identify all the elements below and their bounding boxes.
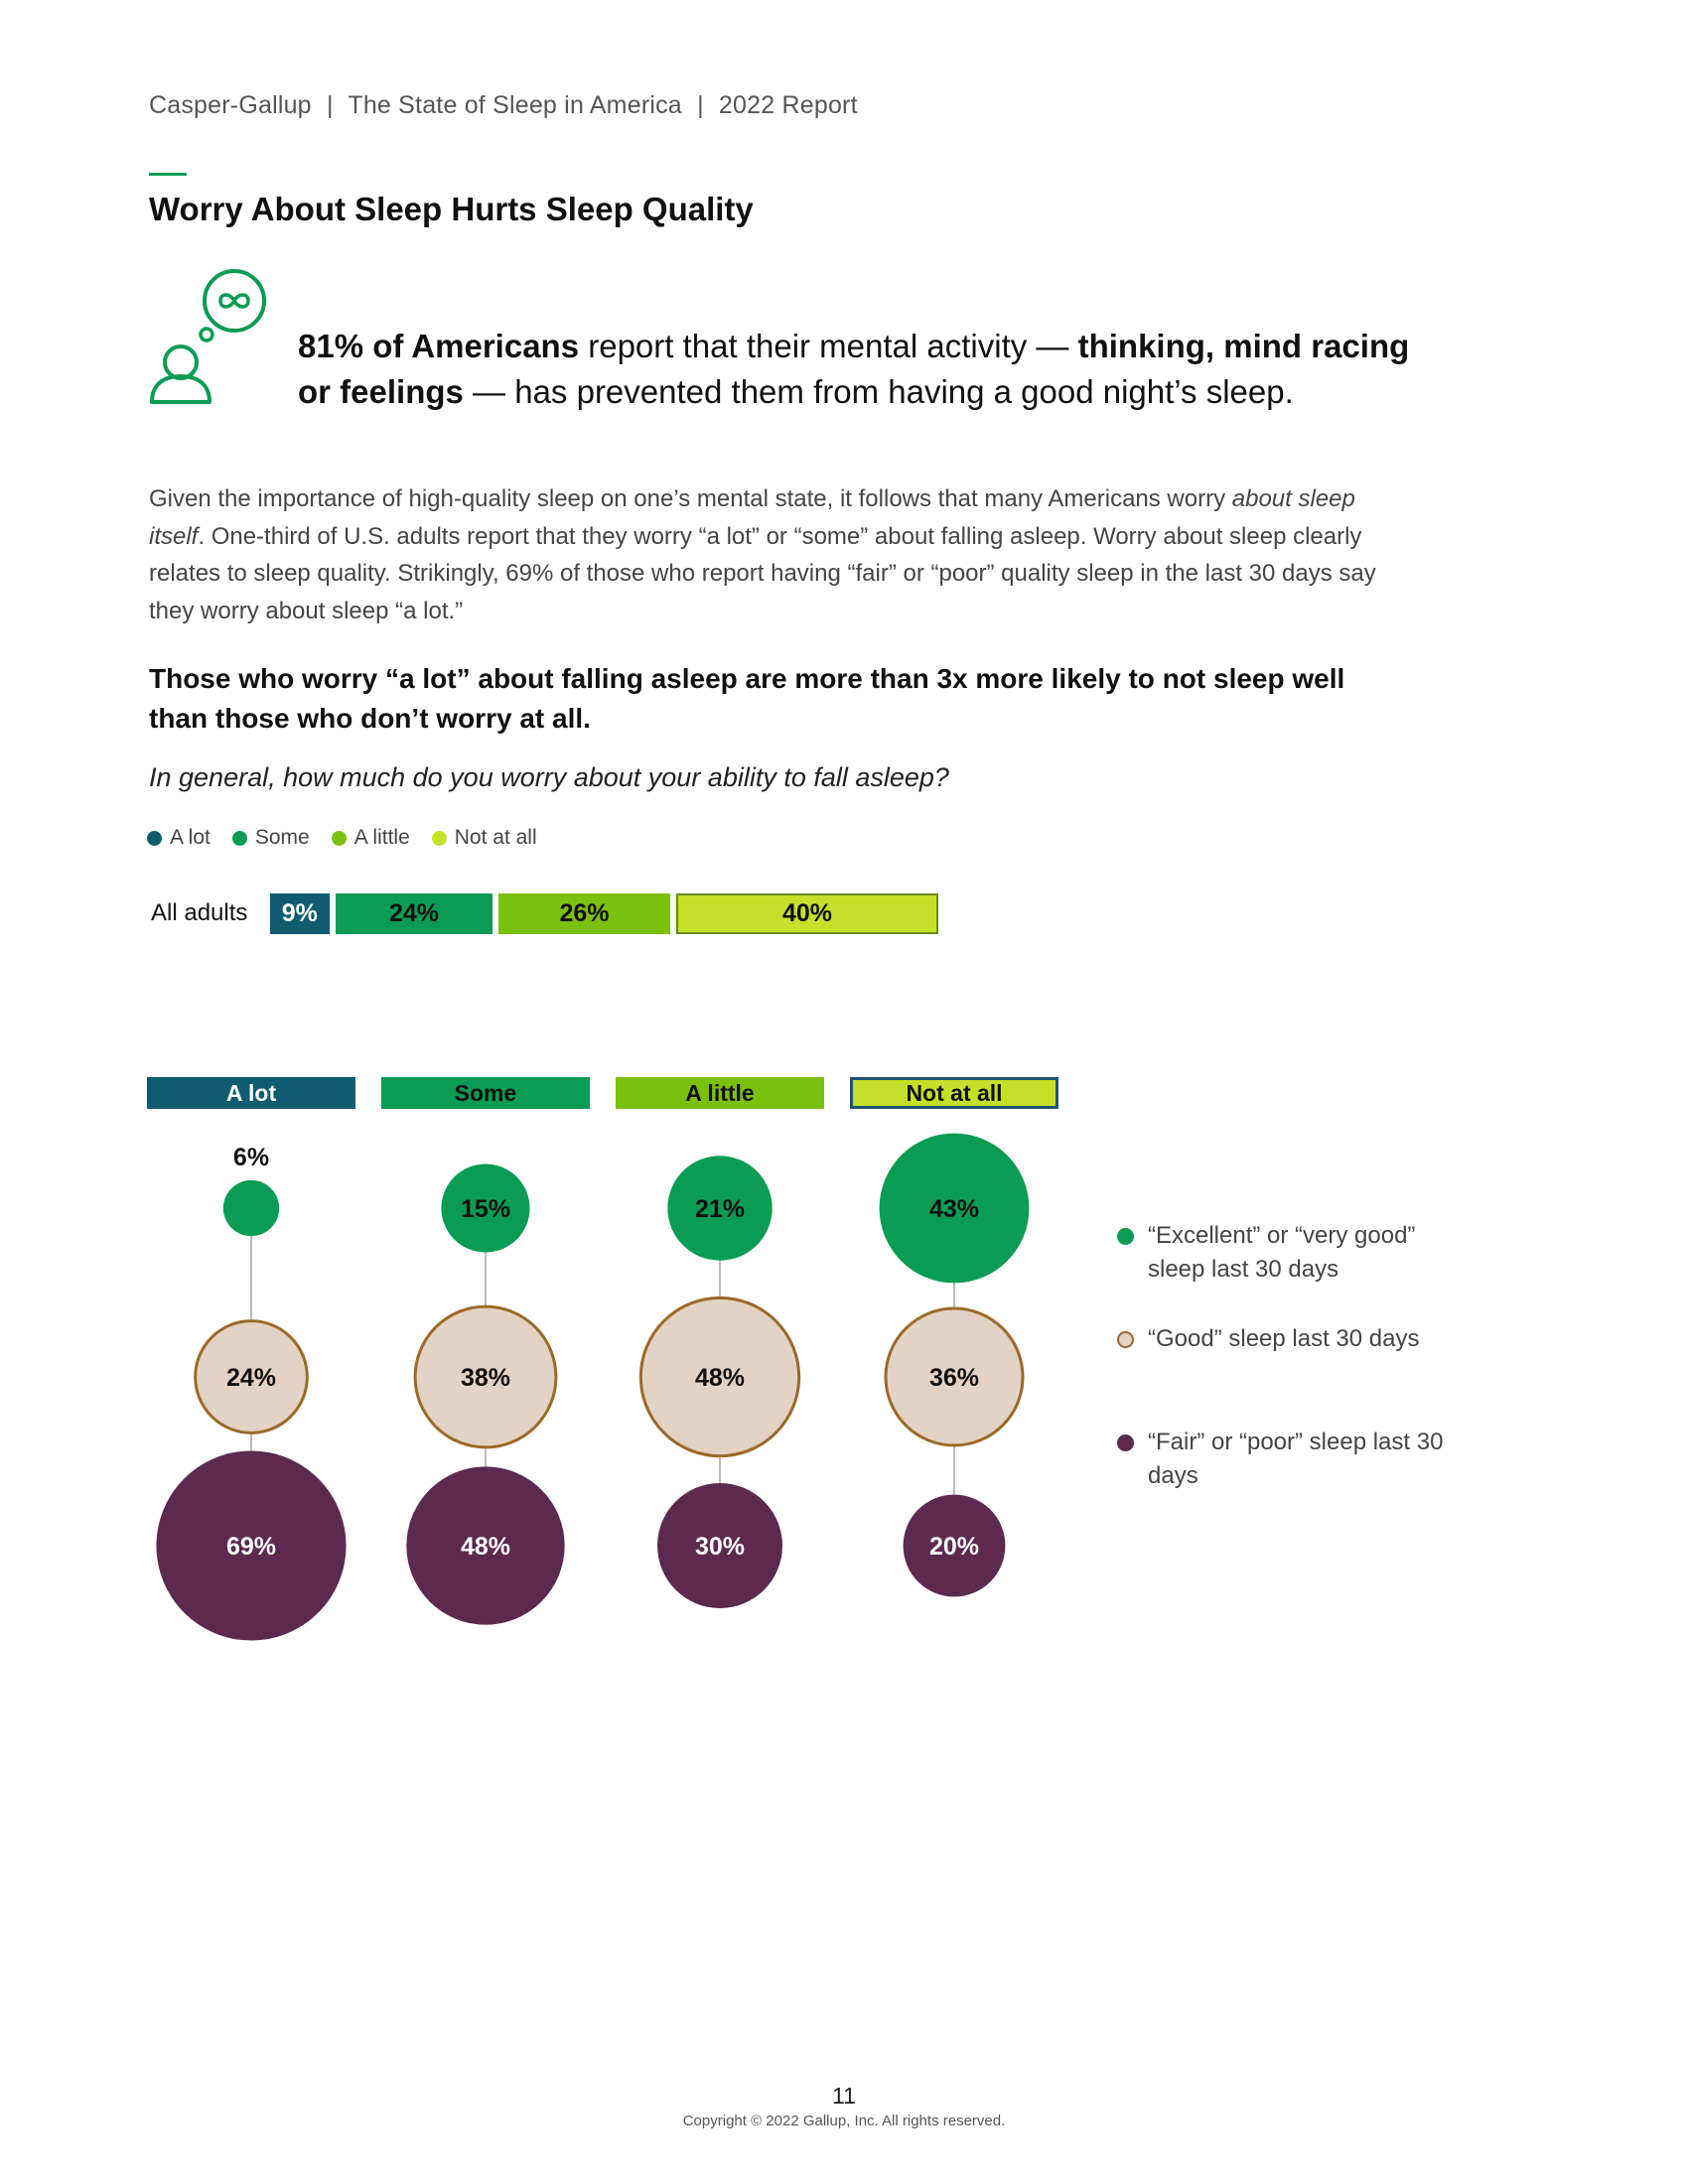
legend-label: “Excellent” or “very good” sleep last 30 days	[1148, 1222, 1416, 1283]
body-text: Given the importance of high-quality sleep on one’s mental state, it follows that many Americans worry	[149, 485, 1232, 512]
sleep-quality-legend-good	[1117, 1322, 1445, 1356]
sleep-quality-legend-fair-poor	[1117, 1426, 1445, 1493]
copyright-notice: Copyright © 2022 Gallup, Inc. All rights reserved.	[682, 2113, 1006, 2129]
callout-emphasis: thinking, mind racing or feelings	[298, 328, 1410, 410]
bubble-label-fair-poor-a-lot: 69%	[225, 1533, 277, 1561]
legend-swatch	[1117, 1331, 1134, 1348]
bar-row-label: All adults	[151, 899, 248, 926]
legend-label: A little	[353, 826, 410, 849]
header-publisher: Casper-Gallup	[149, 91, 312, 119]
legend-label: A lot	[170, 826, 211, 849]
callout-text: report that their mental activity —	[579, 328, 1078, 364]
bubble-label-good-not-at-all: 36%	[928, 1364, 980, 1392]
header-separator: |	[326, 91, 334, 119]
header-report-year: 2022 Report	[718, 91, 858, 119]
category-header-not-at-all: Not at all	[850, 1077, 1058, 1109]
bubble-label-excellent-not-at-all: 43%	[928, 1195, 980, 1223]
bar-segment-some: 24%	[336, 893, 493, 934]
header-report-title: The State of Sleep in America	[348, 91, 682, 119]
bubble-label-fair-poor-a-little: 30%	[694, 1533, 746, 1561]
bar-segment-a-little: 26%	[498, 893, 669, 934]
legend-label: Not at all	[454, 826, 537, 849]
bubble-label-fair-poor-some: 48%	[460, 1533, 511, 1561]
callout-stat: 81% of Americans	[298, 328, 580, 364]
bubble-label-excellent-a-lot: 6%	[232, 1143, 270, 1171]
legend-label: “Fair” or “poor” sleep last 30 days	[1148, 1429, 1444, 1489]
body-italic-text: about sleep itself	[149, 485, 1355, 550]
legend-label: “Good” sleep last 30 days	[1148, 1325, 1420, 1352]
bubble-label-excellent-some: 15%	[460, 1195, 511, 1223]
header-separator: |	[697, 91, 704, 119]
legend-swatch	[1117, 1434, 1134, 1451]
legend-label: Some	[254, 826, 310, 849]
bar-segment-not-at-all: 40%	[676, 893, 939, 934]
bar-segment-a-lot: 9%	[270, 893, 330, 934]
bubble-label-good-some: 38%	[460, 1364, 511, 1392]
callout-text: — has prevented them from having a good night’s sleep.	[463, 373, 1294, 410]
sleep-quality-legend-excellent	[1117, 1219, 1445, 1287]
chart-title: Those who worry “a lot” about falling asleep are more than 3x more likely to not sleep well than those who don’t worry at all.	[149, 663, 1345, 734]
section-title: Worry About Sleep Hurts Sleep Quality	[149, 191, 754, 227]
survey-question: In general, how much do you worry about your ability to fall asleep?	[149, 762, 949, 792]
bubble-label-good-a-little: 48%	[694, 1364, 746, 1392]
bubble-label-excellent-a-little: 21%	[694, 1195, 746, 1223]
bubble-excellent-a-lot	[223, 1180, 279, 1236]
category-header-some: Some	[381, 1077, 590, 1109]
page-number: 11	[832, 2083, 856, 2109]
bubble-label-fair-poor-not-at-all: 20%	[928, 1533, 980, 1561]
category-header-a-lot: A lot	[147, 1077, 355, 1109]
legend-swatch	[1117, 1228, 1134, 1245]
bubble-label-good-a-lot: 24%	[225, 1364, 277, 1392]
category-header-a-little: A little	[616, 1077, 824, 1109]
body-text: . One-third of U.S. adults report that they worry “a lot” or “some” about falling asleep. Worry about sleep clearly relates to sleep quality. Strikingly, 69% of those who report having “fair” or “poor” quality sleep in the last 30 days say they worry about sleep “a lot.”	[149, 522, 1376, 624]
